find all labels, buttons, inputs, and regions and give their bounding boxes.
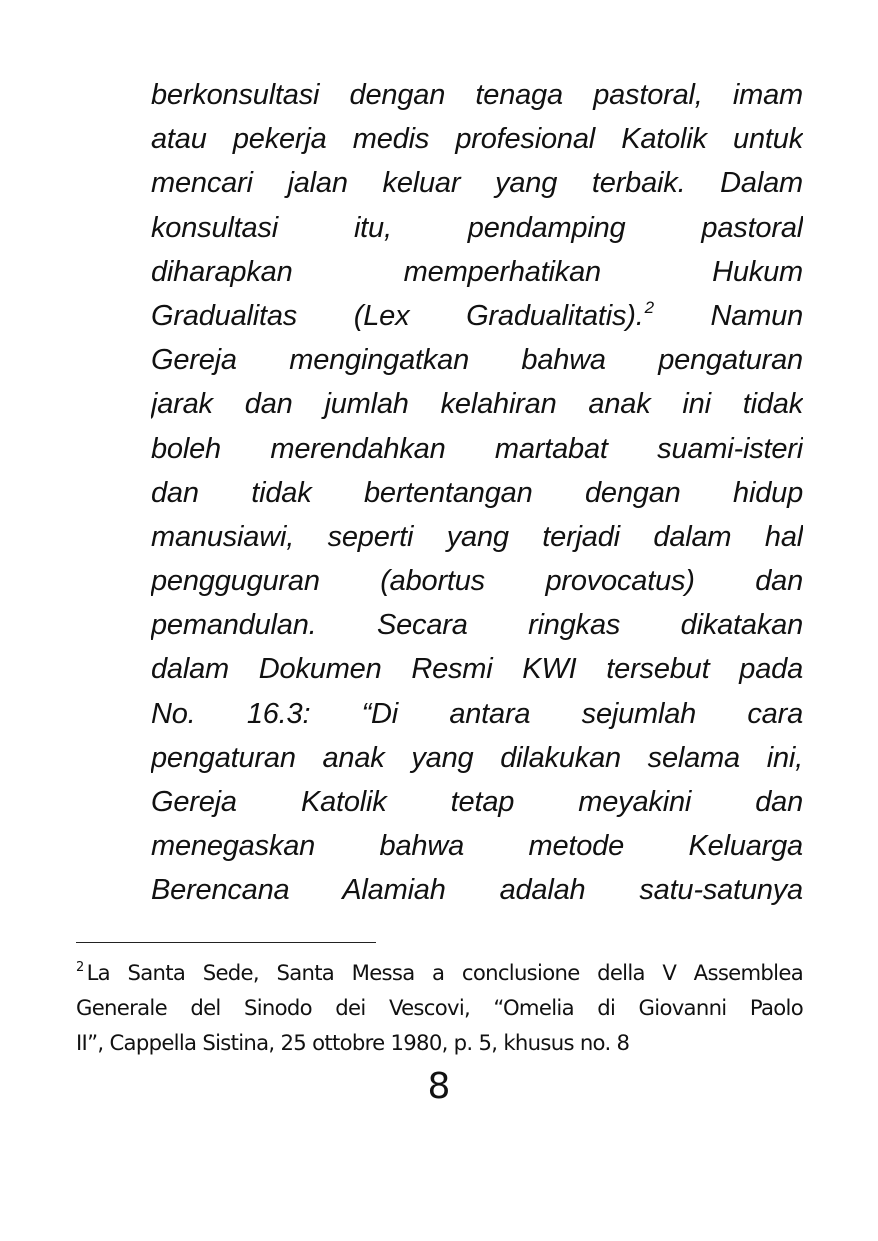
- body-line: jarak dan jumlah kelahiran anak ini tidak: [151, 388, 803, 421]
- body-word-text: Gradualitatis).: [466, 299, 644, 332]
- body-line: Berencana Alamiah adalah satu-satunya: [151, 874, 803, 907]
- body-line: menegaskan bahwa metode Keluarga: [151, 830, 803, 863]
- body-word: [466, 297, 654, 332]
- body-line: berkonsultasi dengan tenaga pastoral, imam: [151, 79, 803, 111]
- body-line: No. 16.3: “Di antara sejumlah cara: [151, 697, 803, 730]
- body-line: dan tidak bertentangan dengan hidup: [151, 476, 803, 509]
- footnote: [76, 955, 803, 1060]
- footnote-line: II”, Cappella Sistina, 25 ottobre 1980, p. 5, khusus no. 8: [76, 1030, 630, 1055]
- footnote-line: Generale del Sinodo dei Vescovi, “Omelia di Giovanni Paolo: [76, 995, 803, 1020]
- footnote-text: La Santa Sede, Santa Messa a conclusione della V Assemblea: [86, 960, 803, 985]
- body-line: pemandulan. Secara ringkas dikatakan: [151, 609, 803, 642]
- body-line-with-footnote-ref: [151, 294, 803, 338]
- body-paragraph: [151, 73, 803, 913]
- footnote-reference[interactable]: 2: [644, 297, 654, 317]
- footnote-separator: [76, 942, 376, 943]
- body-line: dalam Dokumen Resmi KWI tersebut pada: [151, 653, 803, 686]
- body-line: Gereja mengingatkan bahwa pengaturan: [151, 344, 803, 377]
- footnote-marker: 2: [76, 960, 84, 975]
- body-line: atau pekerja medis profesional Katolik untuk: [151, 123, 803, 156]
- body-line: boleh merendahkan martabat suami-isteri: [151, 432, 803, 465]
- body-line: pengguguran (abortus provocatus) dan: [151, 565, 803, 598]
- body-line: diharapkan memperhatikan Hukum: [151, 255, 803, 288]
- body-line: Gereja Katolik tetap meyakini dan: [151, 786, 803, 818]
- page-number: 8: [427, 1066, 451, 1107]
- body-line: mencari jalan keluar yang terbaik. Dalam: [151, 167, 803, 200]
- body-word: Gradualitas: [151, 299, 298, 332]
- body-word: (Lex: [353, 299, 410, 332]
- body-line: konsultasi itu, pendamping pastoral: [151, 211, 803, 244]
- body-word: Namun: [710, 299, 803, 332]
- body-line: pengaturan anak yang dilakukan selama ini,: [151, 741, 803, 774]
- body-line: manusiawi, seperti yang terjadi dalam hal: [151, 520, 803, 553]
- footnote-line: [76, 955, 803, 990]
